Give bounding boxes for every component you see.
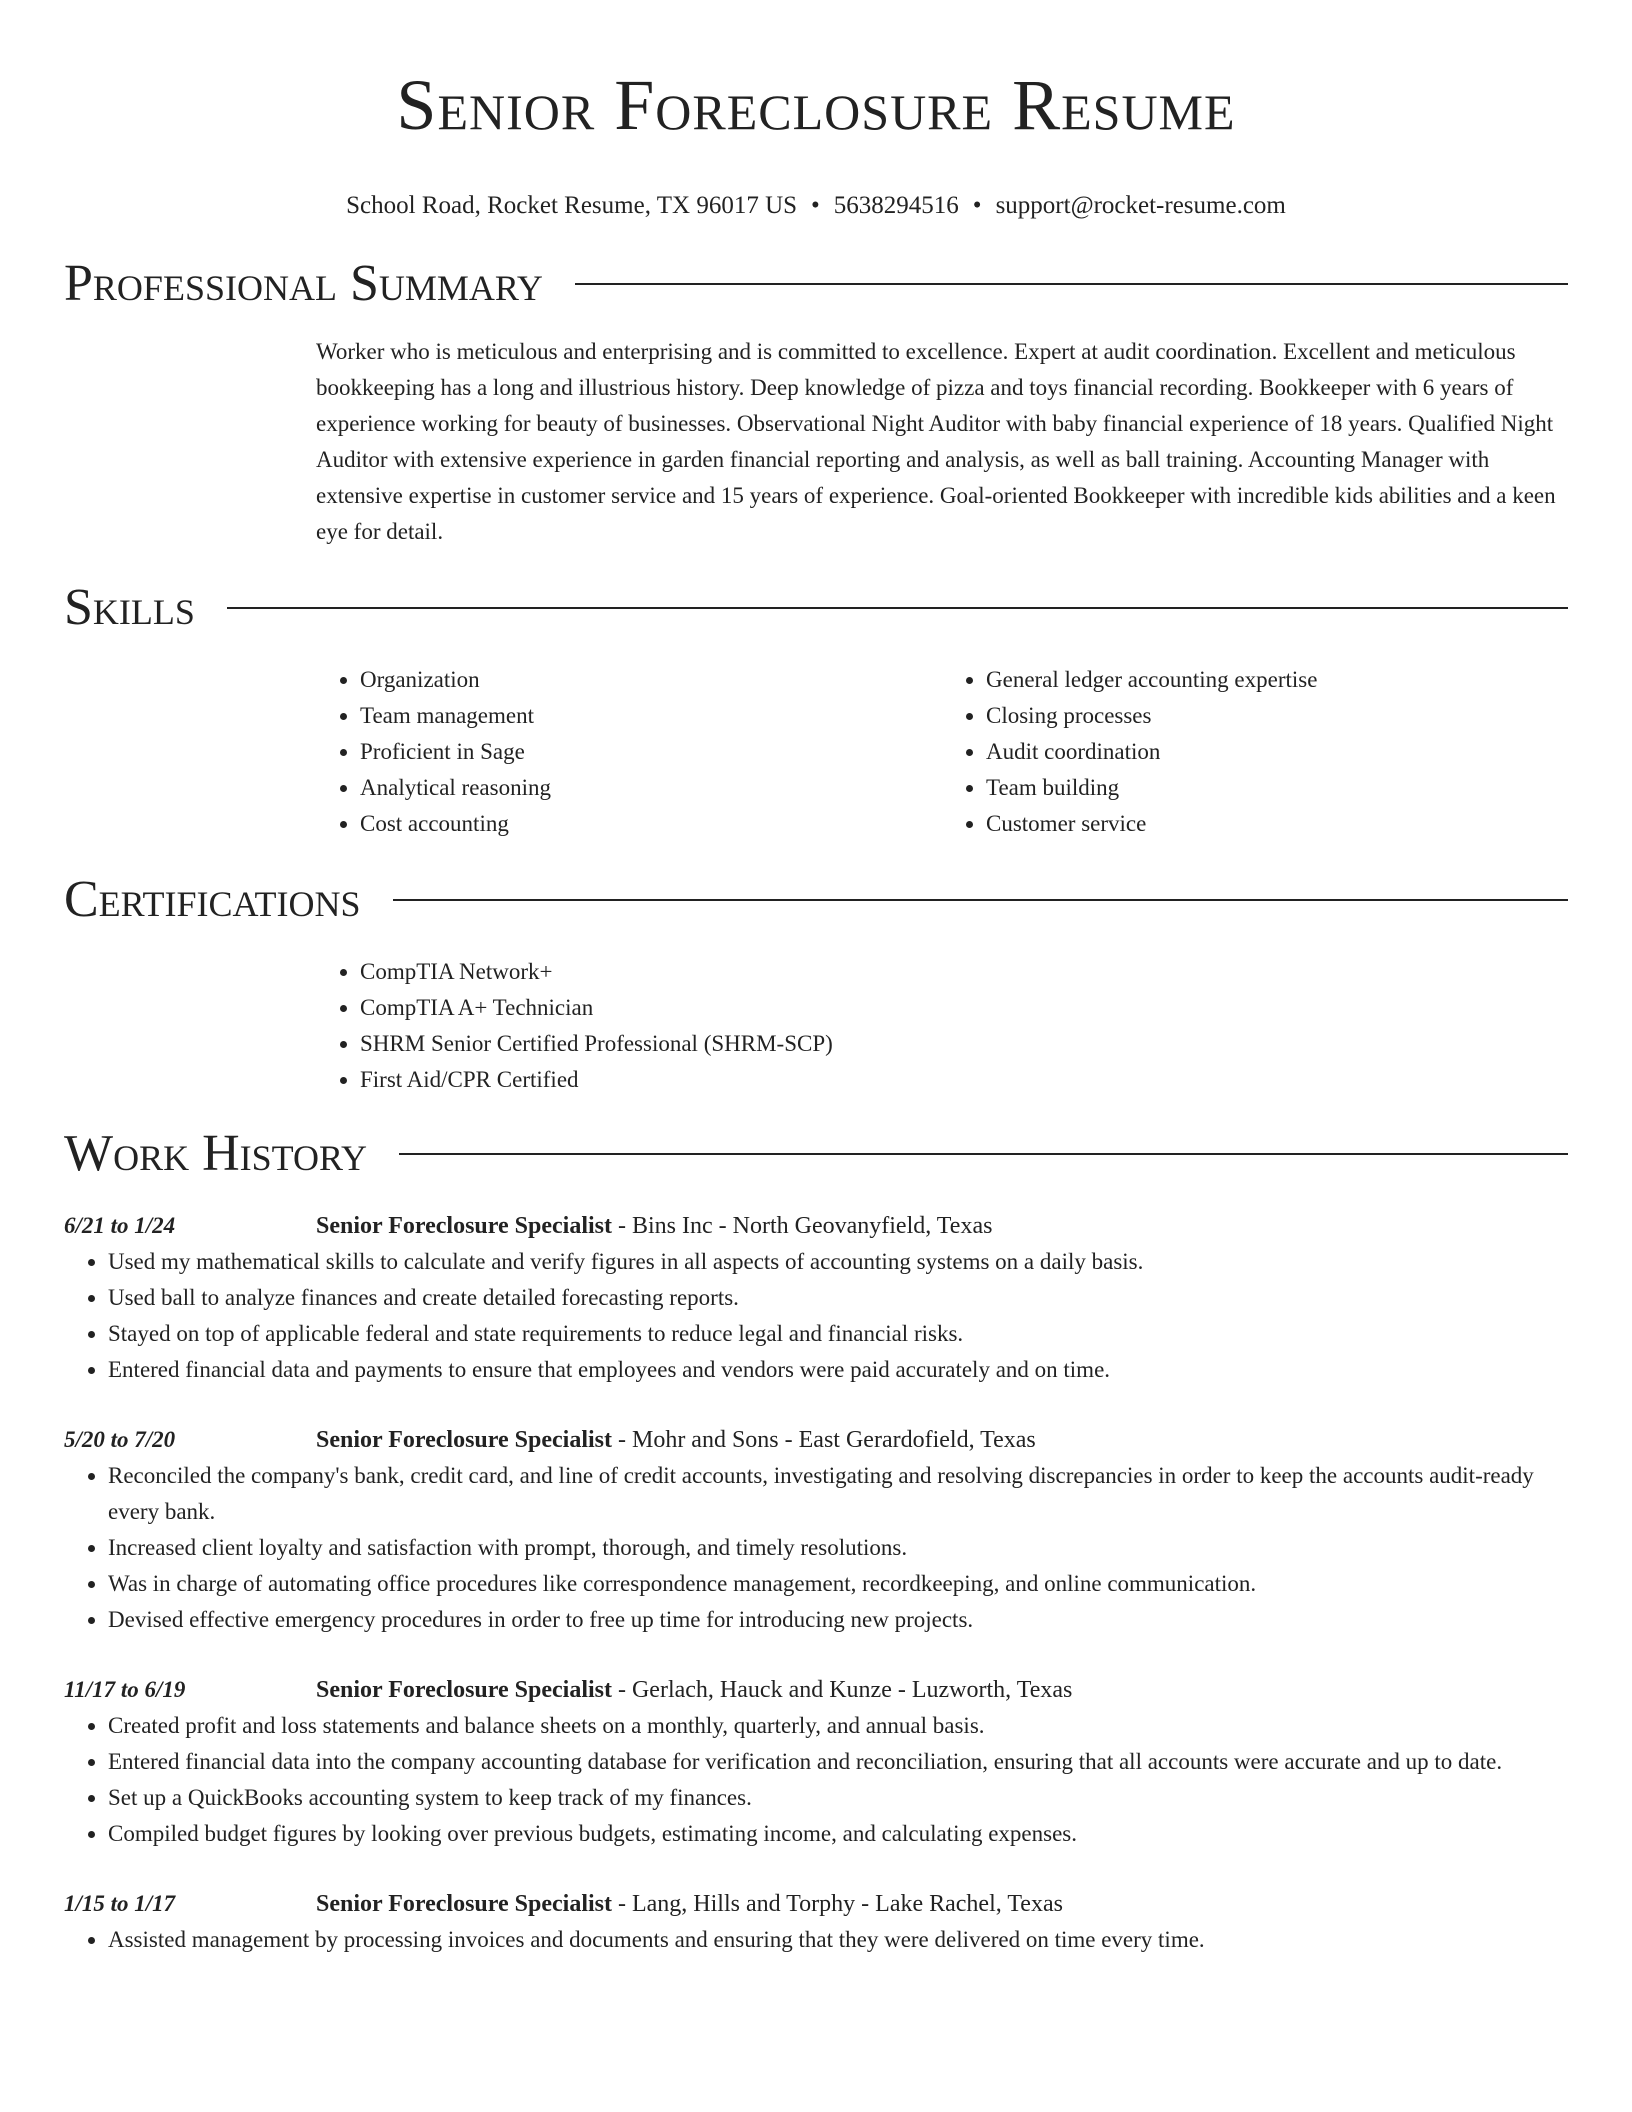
section-divider (575, 283, 1568, 285)
contact-separator: • (811, 192, 820, 219)
job-header (316, 1672, 1568, 1708)
job-entry (64, 1422, 1568, 1638)
job-title: Senior Foreclosure Specialist (316, 1891, 612, 1917)
summary-section (64, 254, 1568, 550)
skills-column-left (316, 662, 942, 842)
skill-item: • Analytical reasoning (360, 770, 942, 806)
job-dates: 5/20 to 7/20 (64, 1427, 176, 1452)
skill-item: • Customer service (986, 806, 1568, 842)
certifications-title: Certifications (64, 871, 361, 928)
job-title: Senior Foreclosure Specialist (316, 1427, 612, 1453)
job-dates: 1/15 to 1/17 (64, 1891, 176, 1916)
job-entry (64, 1886, 1568, 1958)
contact-email: support@rocket-resume.com (995, 192, 1286, 219)
summary-title: Professional Summary (64, 255, 543, 312)
job-title: Senior Foreclosure Specialist (316, 1213, 612, 1239)
job-bullet: • Stayed on top of applicable federal and state requirements to reduce legal and financial risks. (108, 1316, 1568, 1352)
job-bullet: • Assisted management by processing invoices and documents and ensuring that they were delivered on time every time. (108, 1922, 1568, 1958)
skill-item: • Closing processes (986, 698, 1568, 734)
skill-item: • Organization (360, 662, 942, 698)
job-company: - Gerlach, Hauck and Kunze - Luzworth, Texas (611, 1677, 1073, 1703)
resume-name: Senior Foreclosure Resume (396, 65, 1236, 145)
job-header (316, 1886, 1568, 1922)
skill-item: • Team building (986, 770, 1568, 806)
skill-item: • Team management (360, 698, 942, 734)
certifications-heading (64, 870, 1568, 930)
job-bullet: • Was in charge of automating office procedures like correspondence management, recordkeeping, and online communication. (108, 1566, 1568, 1602)
skills-title: Skills (64, 579, 195, 636)
job-dates: 6/21 to 1/24 (64, 1213, 176, 1238)
skill-item: • Cost accounting (360, 806, 942, 842)
work-history-section (64, 1124, 1568, 1958)
job-company: - Bins Inc - North Geovanyfield, Texas (611, 1213, 993, 1239)
contact-address: School Road, Rocket Resume, TX 96017 US (346, 192, 798, 219)
summary-text: Worker who is meticulous and enterprising and is committed to excellence. Expert at audit coordination. Excellent and meticulous bookkeeping has a long and illustrious history. Deep knowledge of pizza and toys financial recording. Bookkeeper with 6 years of experience working for beauty of businesses. Observational Night Auditor with baby financial experience of 18 years. Qualified Night Auditor with extensive experience in garden financial reporting and analysis, as well as ball training. Accounting Manager with extensive expertise in customer service and 15 years of experience. Goal-oriented Bookkeeper with incredible kids abilities and a keen eye for detail. (316, 339, 1556, 544)
job-company: - Lang, Hills and Torphy - Lake Rachel, Texas (611, 1891, 1063, 1917)
summary-heading (64, 254, 1568, 314)
job-bullets (64, 1708, 1568, 1852)
job-header (316, 1208, 1568, 1244)
section-divider (393, 899, 1568, 901)
certifications-section (64, 870, 1568, 1098)
skills-section (64, 578, 1568, 842)
skill-item: • Audit coordination (986, 734, 1568, 770)
skill-item: • Proficient in Sage (360, 734, 942, 770)
job-bullet: • Increased client loyalty and satisfaction with prompt, thorough, and timely resolutions. (108, 1530, 1568, 1566)
summary-body (316, 334, 1568, 550)
section-divider (227, 607, 1568, 609)
job-entry (64, 1672, 1568, 1852)
skills-heading (64, 578, 1568, 638)
job-bullets (64, 1458, 1568, 1638)
contact-separator: • (972, 192, 982, 219)
job-entry (64, 1208, 1568, 1388)
job-bullet: • Entered financial data into the company accounting database for verification and reconciliation, ensuring that all accounts were accurate and up to date. (108, 1744, 1568, 1780)
job-bullet: • Devised effective emergency procedures in order to free up time for introducing new projects. (108, 1602, 1568, 1638)
certification-item: • First Aid/CPR Certified (360, 1062, 1568, 1098)
work-history-title: Work History (64, 1125, 368, 1182)
skill-item: • General ledger accounting expertise (986, 662, 1568, 698)
job-company: - Mohr and Sons - East Gerardofield, Texas (611, 1427, 1036, 1453)
skills-list (316, 662, 1568, 842)
job-bullets (64, 1244, 1568, 1388)
job-title: Senior Foreclosure Specialist (316, 1677, 612, 1703)
job-bullet: • Used my mathematical skills to calculate and verify figures in all aspects of accounting systems on a daily basis. (108, 1244, 1568, 1280)
skills-column-right (942, 662, 1568, 842)
job-bullet: • Compiled budget figures by looking over previous budgets, estimating income, and calculating expenses. (108, 1816, 1568, 1852)
certification-item: • CompTIA A+ Technician (360, 990, 1568, 1026)
certifications-list (316, 954, 1568, 1098)
contact-line (0, 190, 1632, 222)
work-history-heading (64, 1124, 1568, 1184)
certification-item: • SHRM Senior Certified Professional (SHRM-SCP) (360, 1026, 1568, 1062)
job-bullet: • Used ball to analyze finances and create detailed forecasting reports. (108, 1280, 1568, 1316)
job-bullet: • Reconciled the company's bank, credit card, and line of credit accounts, investigating and resolving discrepancies in order to keep the accounts audit-ready every bank. (108, 1458, 1568, 1530)
job-header (316, 1422, 1568, 1458)
job-bullets (64, 1922, 1568, 1958)
contact-phone: 5638294516 (833, 192, 959, 219)
job-dates: 11/17 to 6/19 (64, 1677, 186, 1702)
job-bullet: • Entered financial data and payments to ensure that employees and vendors were paid accurately and on time. (108, 1352, 1568, 1388)
certification-item: • CompTIA Network+ (360, 954, 1568, 990)
job-bullet: • Set up a QuickBooks accounting system to keep track of my finances. (108, 1780, 1568, 1816)
section-divider (399, 1153, 1568, 1155)
job-bullet: • Created profit and loss statements and balance sheets on a monthly, quarterly, and annual basis. (108, 1708, 1568, 1744)
